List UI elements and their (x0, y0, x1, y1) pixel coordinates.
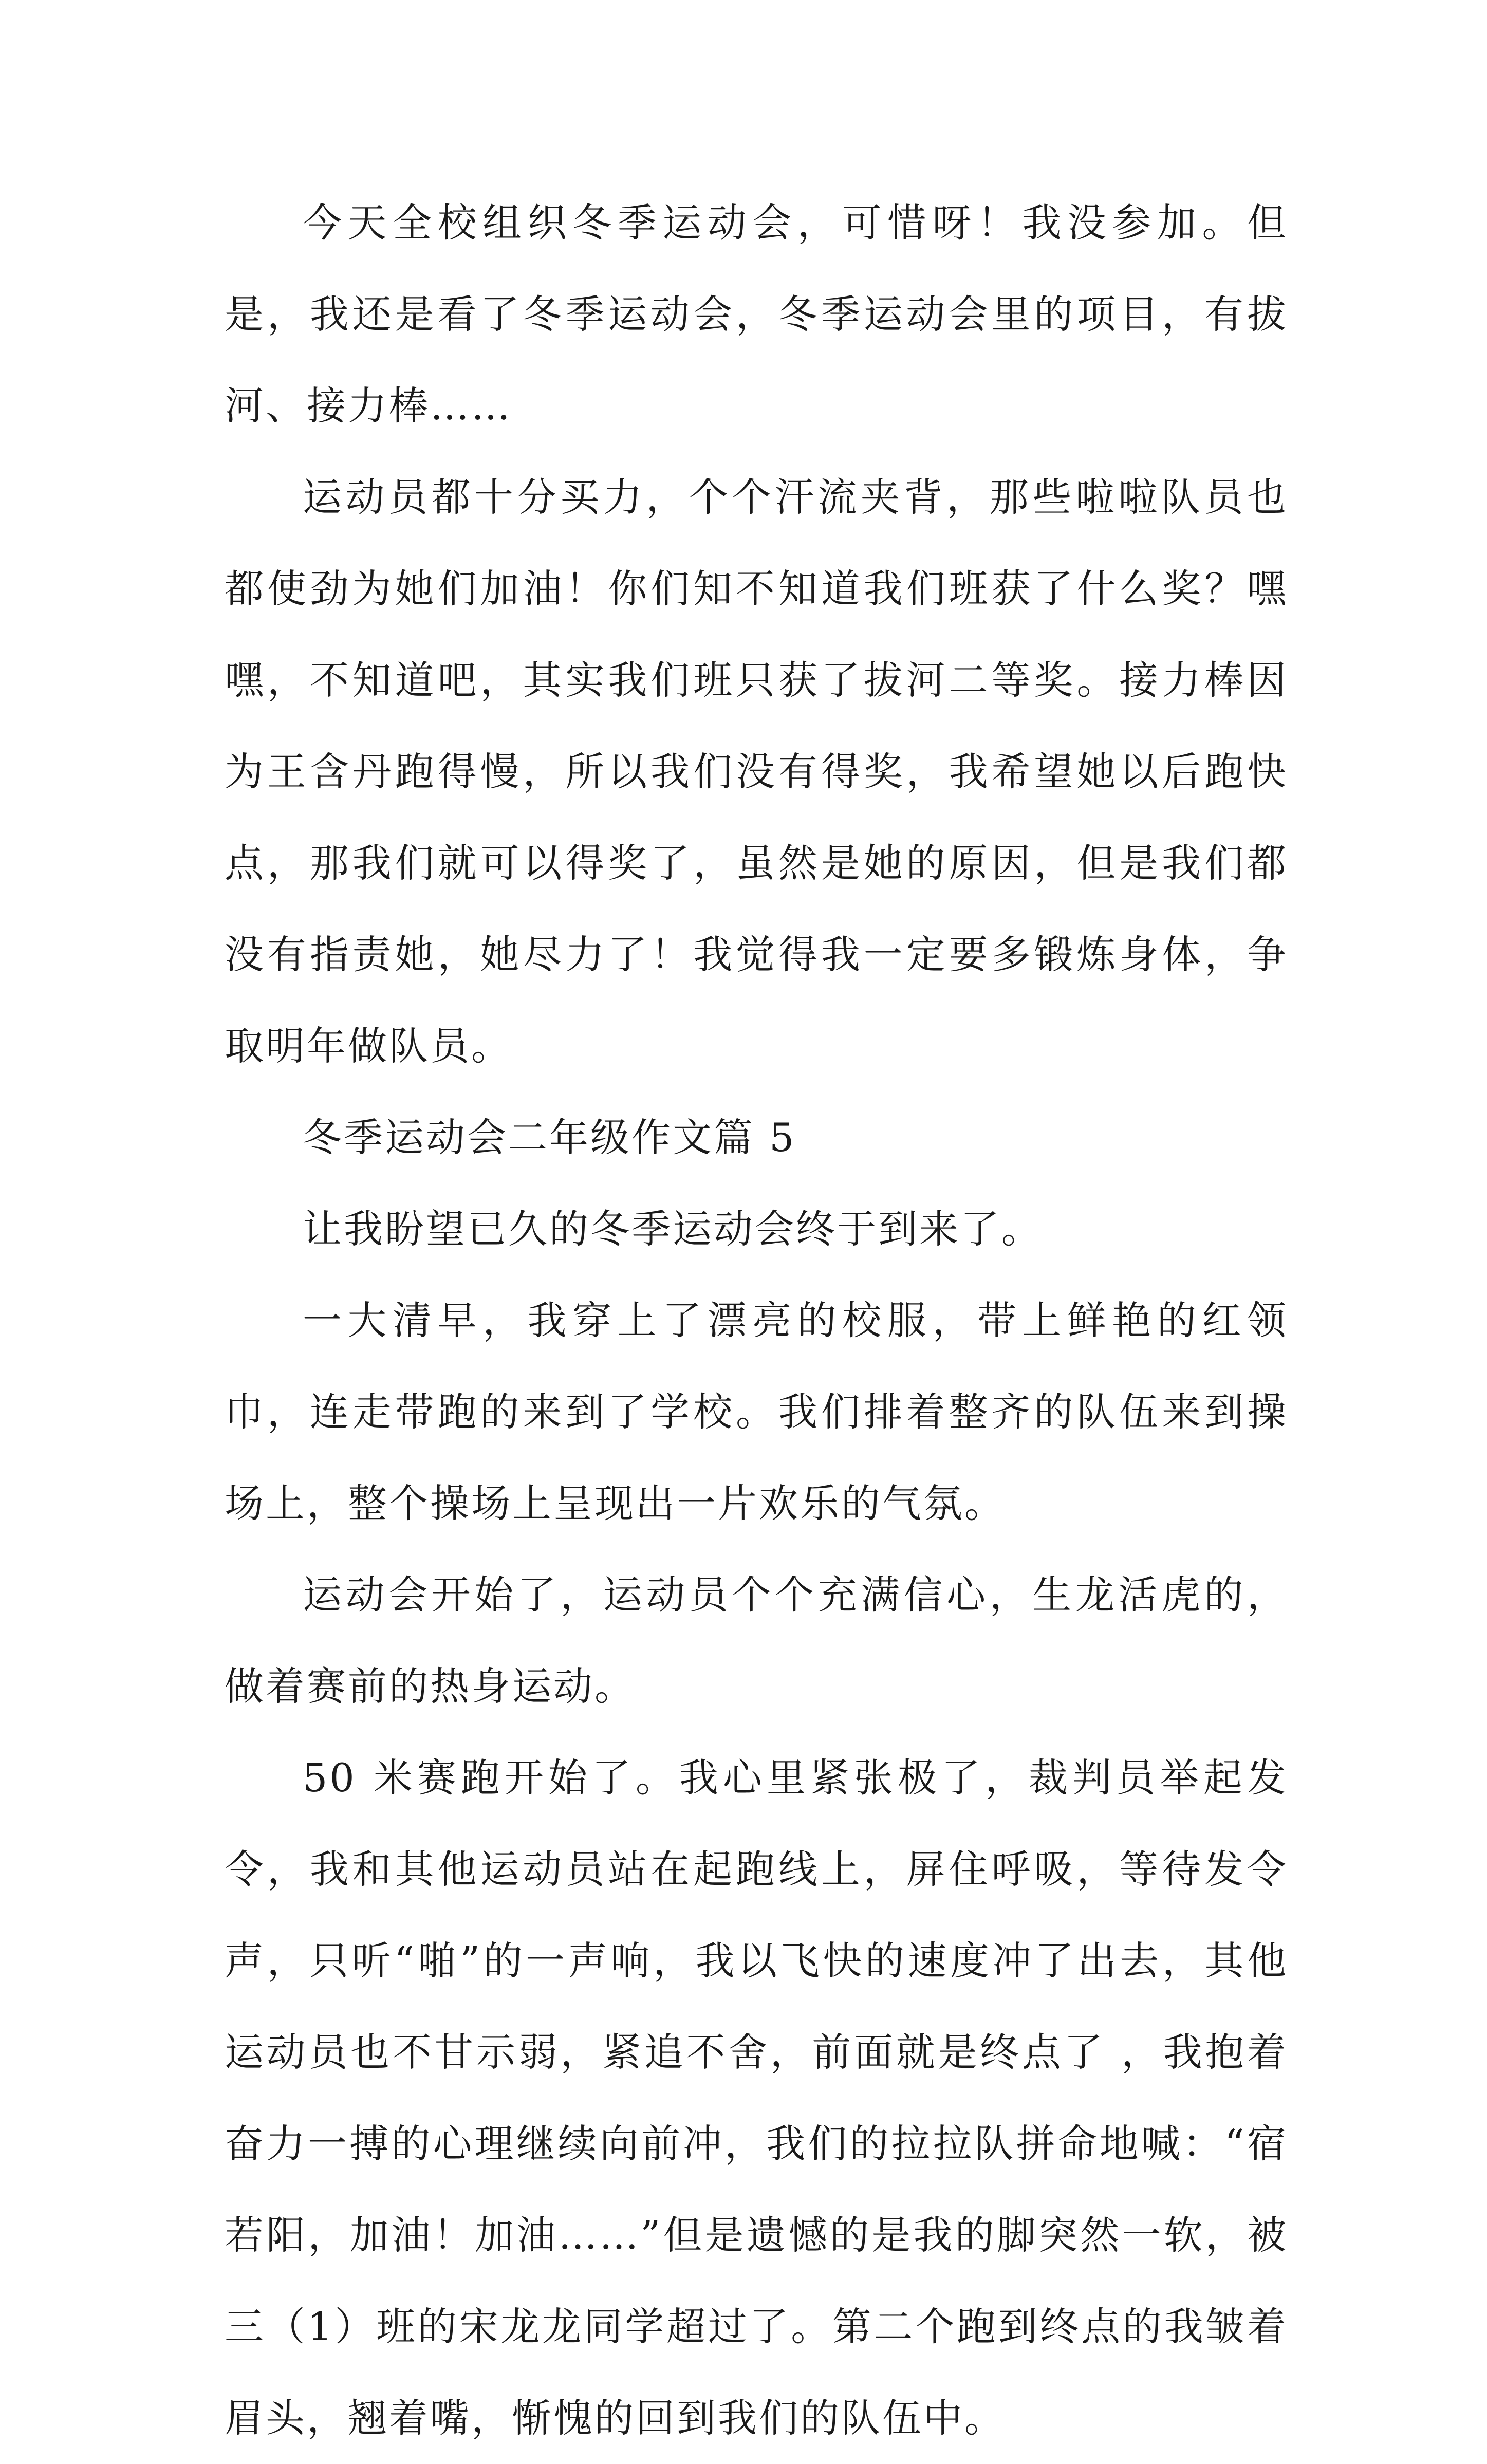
document-body (225, 177, 1288, 2464)
paragraph-morning-arrival: 一大清早，我穿上了漂亮的校服，带上鲜艳的红领巾，连走带跑的来到了学校。我们排着整齐的队伍来到操场上，整个操场上呈现出一片欢乐的气氛。 (225, 1298, 1288, 1526)
paragraph-games-begin: 运动会开始了，运动员个个充满信心，生龙活虎的，做着赛前的热身运动。 (225, 1572, 1288, 1709)
paragraph-winter-sports-intro: 今天全校组织冬季运动会，可惜呀！我没参加。但是，我还是看了冬季运动会，冬季运动会里的项目，有拔河、接力棒…… (225, 200, 1288, 429)
section-heading-essay-5: 冬季运动会二年级作文篇 5 (303, 1115, 796, 1160)
paragraph-50m-race: 50 米赛跑开始了。我心里紧张极了，裁判员举起发令，我和其他运动员站在起跑线上，屏住呼吸，等待发令声，只听“啪”的一声响，我以飞快的速度冲了出去，其他运动员也不甘示弱，紧追不舍，前面就是终点了 ，我抱着奋力一搏的心理继续向前冲，我们的拉拉队拼命地喊：“宿若阳，加油！加油……”但是遗憾的是我的脚突然一软，被三（1）班的宋龙龙同学超过了。第二个跑到终点的我皱着眉头，翘着嘴，惭愧的回到我们的队伍中。 (225, 1755, 1288, 2441)
paragraph-tug-of-war-result: 运动员都十分买力，个个汗流夹背，那些啦啦队员也都使劲为她们加油！你们知不知道我们班获了什么奖？嘿嘿，不知道吧，其实我们班只获了拔河二等奖。接力棒因为王含丹跑得慢，所以我们没有得奖，我希望她以后跑快点，那我们就可以得奖了，虽然是她的原因，但是我们都没有指责她，她尽力了！我觉得我一定要多锻炼身体，争取明年做队员。 (225, 474, 1288, 1069)
paragraph-anticipation: 让我盼望已久的冬季运动会终于到来了。 (303, 1206, 1043, 1252)
